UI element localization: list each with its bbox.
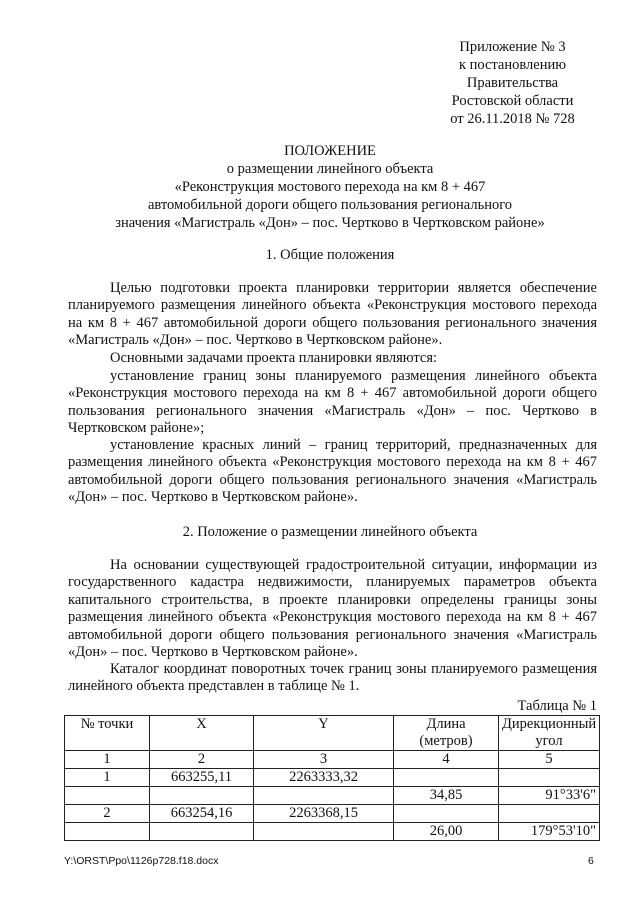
header-point: № точки (65, 716, 150, 751)
table-numbering-row (65, 751, 600, 769)
table-cell (254, 823, 394, 841)
table-cell: 2 (150, 751, 254, 769)
table-cell: 4 (394, 751, 499, 769)
table-cell (65, 823, 150, 841)
table-cell: 2 (65, 805, 150, 823)
table-cell: 663255,11 (150, 769, 254, 787)
table-cell: 2263333,32 (254, 769, 394, 787)
section-2-paragraph: Каталог координат поворотных точек границ зоны планируемого размещения линейного объекта представлен в таблице № 1. (68, 661, 597, 695)
table-cell: 179°53'10" (499, 823, 600, 841)
header-x: X (150, 716, 254, 751)
header-length: Длина (метров) (394, 716, 499, 751)
appendix-block (420, 38, 605, 128)
table-cell (150, 787, 254, 805)
section-1-heading: 1. Общие положения (265, 247, 395, 263)
table-row (65, 787, 600, 805)
table-cell: 663254,16 (150, 805, 254, 823)
table-cell: 26,00 (394, 823, 499, 841)
appendix-line: от 26.11.2018 № 728 (450, 111, 575, 127)
title-line: значения «Магистраль «Дон» – пос. Чертково в Чертковском районе» (115, 215, 545, 231)
table-cell: 2263368,15 (254, 805, 394, 823)
appendix-line: Приложение № 3 (459, 39, 566, 55)
appendix-line: Ростовской области (451, 93, 574, 109)
table-row (65, 769, 600, 787)
section-1-paragraph: Целью подготовки проекта планировки территории является обеспечение планируемого размещения линейного объекта «Реконструкция мостового перехода на км 8 + 467 автомобильной дороги общего пользования регионального значения «Магистраль «Дон» – пос. Чертково в Чертковском районе». (68, 280, 597, 349)
section-1-paragraph: Основными задачами проекта планировки являются: (110, 350, 438, 366)
header-angle: Дирекционный угол (499, 716, 600, 751)
table-cell: 1 (65, 769, 150, 787)
table-cell (150, 823, 254, 841)
table-cell: 34,85 (394, 787, 499, 805)
title-heading: ПОЛОЖЕНИЕ (284, 143, 376, 159)
table-cell (394, 769, 499, 787)
header-y: Y (254, 716, 394, 751)
section-1-paragraph: установление красных линий – границ территорий, предназначенных для размещения линейного объекта «Реконструкция мостового перехода на км 8 + 467 автомобильной дороги общего пользования регионального значения «Магистраль «Дон» – пос. Чертково в Чертковском районе». (68, 437, 597, 506)
section-1-paragraph: установление границ зоны планируемого размещения линейного объекта «Реконструкция мостового перехода на км 8 + 467 автомобильной дороги общего пользования регионального значения «Магистраль «Дон» – пос. Чертково в Чертковском районе»; (68, 368, 597, 437)
table-row (65, 823, 600, 841)
table-cell (499, 805, 600, 823)
coordinates-table (64, 715, 600, 841)
table-cell: 5 (499, 751, 600, 769)
appendix-line: Правительства (466, 75, 559, 91)
section-2-heading: 2. Положение о размещении линейного объекта (182, 524, 478, 540)
section-2-paragraph: На основании существующей градостроительной ситуации, информации из государственного кадастра недвижимости, планируемых параметров объекта капитального строительства, в проекте планировки определены границы зоны размещения линейного объекта «Реконструкция мостового перехода на км 8 + 467 автомобильной дороги общего пользования регионального значения «Магистраль «Дон» – пос. Чертково в Чертковском районе». (68, 557, 597, 661)
table-cell: 1 (65, 751, 150, 769)
table-caption: Таблица № 1 (517, 698, 597, 714)
footer-file-path: Y:\ORST\Ppo\1126p728.f18.docx (64, 855, 219, 867)
page-number: 6 (588, 855, 594, 867)
table-cell: 91°33'6" (499, 787, 600, 805)
table-cell: 3 (254, 751, 394, 769)
table-cell (254, 787, 394, 805)
table-cell (394, 805, 499, 823)
table-header-row (65, 716, 600, 751)
title-line: «Реконструкция мостового перехода на км 8 + 467 (174, 179, 486, 195)
table-row (65, 805, 600, 823)
table-cell (65, 787, 150, 805)
appendix-line: к постановлению (458, 57, 567, 73)
table-cell (499, 769, 600, 787)
title-line: о размещении линейного объекта (226, 161, 434, 177)
title-line: автомобильной дороги общего пользования регионального (147, 197, 513, 213)
document-title (60, 142, 600, 232)
